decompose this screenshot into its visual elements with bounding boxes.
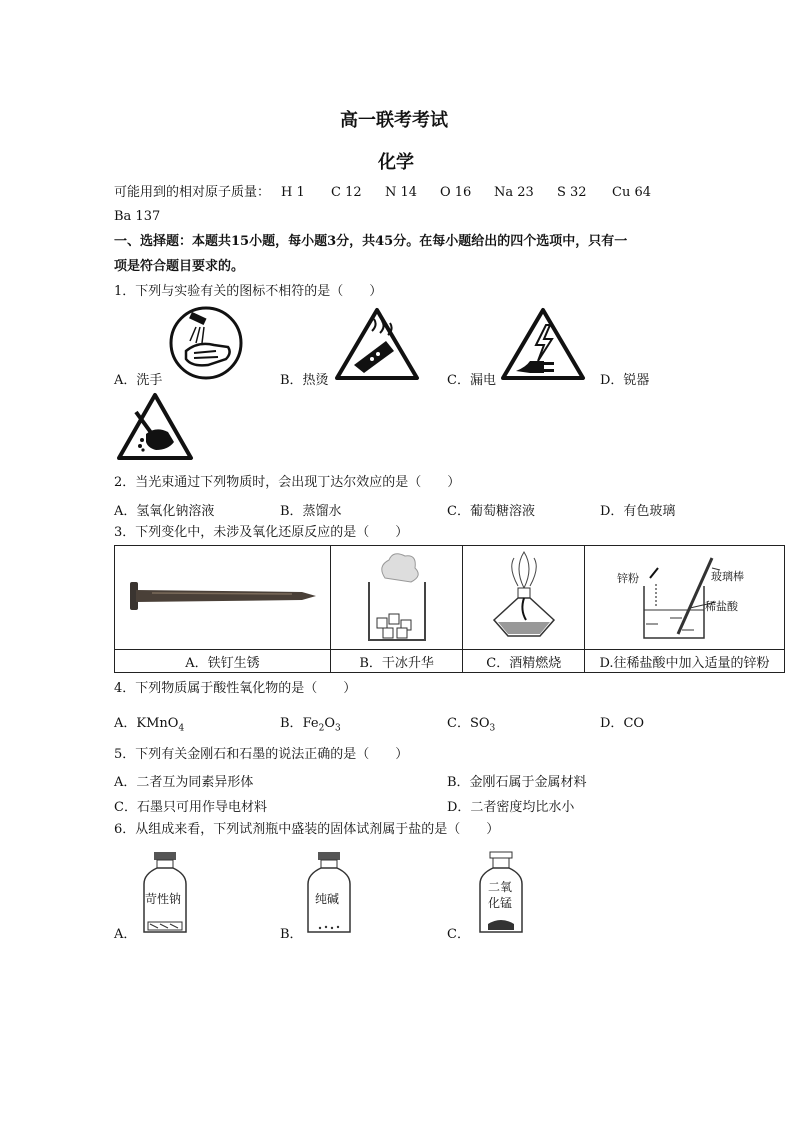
q3-caption-c[interactable]: C．酒精燃烧	[463, 650, 585, 673]
subscript: 3	[489, 723, 496, 734]
option-prefix: D．	[600, 716, 624, 731]
formula: SO	[469, 716, 490, 731]
atomic-mass-item: H 1	[281, 185, 305, 200]
q5-option-d[interactable]: D．二者密度均比水小	[447, 800, 575, 815]
q6-option-b[interactable]: B．	[280, 927, 303, 942]
q2-option-b[interactable]: B．蒸馏水	[280, 504, 342, 519]
q3-image-c-cell	[463, 546, 585, 650]
q6-option-c[interactable]: C．	[447, 927, 470, 942]
option-prefix: A．	[114, 716, 137, 731]
q5-option-b[interactable]: B．金刚石属于金属材料	[447, 775, 587, 790]
subscript: 2	[318, 723, 325, 734]
glass-rod-label: 玻璃棒	[711, 570, 745, 583]
bottle-b-label: 纯碱	[315, 892, 340, 906]
q3-table	[114, 545, 785, 673]
atomic-mass-item: Na 23	[494, 185, 534, 200]
zinc-label: 锌粉	[617, 572, 640, 585]
dilute-hcl-label: 稀盐酸	[705, 600, 739, 613]
q1-option-b[interactable]: B．热烫	[280, 373, 329, 388]
atomic-mass-item: Cu 64	[612, 185, 651, 200]
q1-option-c[interactable]: C．漏电	[447, 373, 496, 388]
question-4-stem: 4．下列物质属于酸性氧化物的是（ ）	[114, 681, 357, 696]
atomic-mass-item: N 14	[385, 185, 418, 200]
formula: Fe	[302, 716, 319, 731]
question-2-stem: 2．当光束通过下列物质时，会出现丁达尔效应的是（ ）	[114, 475, 461, 490]
question-3-stem: 3．下列变化中，未涉及氧化还原反应的是（ ）	[114, 525, 409, 540]
atomic-mass-label: 可能用到的相对原子质量：	[114, 185, 271, 200]
q4-option-a[interactable]	[114, 712, 184, 734]
atomic-mass-item: Ba 137	[114, 209, 161, 224]
q1-option-a[interactable]: A．洗手	[114, 373, 163, 388]
hand-wash-icon	[168, 305, 244, 381]
question-6-stem: 6．从组成来看，下列试剂瓶中盛装的固体试剂属于盐的是（ ）	[114, 822, 500, 837]
q2-option-c[interactable]: C．葡萄糖溶液	[447, 504, 535, 519]
page-title: 高一联考考试	[340, 110, 448, 131]
question-5-stem: 5．下列有关金刚石和石墨的说法正确的是（ ）	[114, 747, 409, 762]
q4-option-d[interactable]	[600, 712, 644, 731]
section-heading: 一、选择题：本题共15小题，每小题3分，共45分。在每小题给出的四个选项中，只有一	[114, 234, 628, 249]
q2-option-a[interactable]: A．氢氧化钠溶液	[114, 504, 215, 519]
q3-image-d-cell	[585, 546, 785, 650]
option-prefix: C．	[447, 716, 470, 731]
alcohol-lamp-image	[484, 548, 564, 644]
zinc-acid-beaker-image	[590, 548, 780, 644]
section-heading-cont: 项是符合题目要求的。	[114, 259, 245, 274]
q4-option-b[interactable]	[280, 712, 341, 734]
q4-option-c[interactable]	[447, 712, 495, 734]
q1-option-d[interactable]: D．锐器	[600, 373, 650, 388]
sharp-object-icon	[116, 392, 194, 462]
dry-ice-beaker-image	[357, 548, 437, 644]
subscript: 4	[178, 723, 185, 734]
atomic-mass-item: O 16	[440, 185, 472, 200]
rusty-nail-image	[122, 576, 322, 616]
formula: KMnO	[136, 716, 179, 731]
subject-title: 化学	[378, 152, 414, 173]
q3-caption-a[interactable]: A．铁钉生锈	[115, 650, 331, 673]
subscript: 3	[334, 723, 341, 734]
option-prefix: B．	[280, 716, 303, 731]
q5-option-c[interactable]: C．石墨只可用作导电材料	[114, 800, 267, 815]
hot-surface-icon	[334, 307, 420, 381]
formula: O	[324, 716, 335, 731]
atomic-mass-item: C 12	[331, 185, 362, 200]
q6-option-a[interactable]: A．	[114, 927, 137, 942]
q2-option-d[interactable]: D．有色玻璃	[600, 504, 676, 519]
q3-image-b-cell	[330, 546, 463, 650]
atomic-mass-item: S 32	[557, 185, 587, 200]
formula: CO	[623, 716, 645, 731]
q3-caption-b[interactable]: B．干冰升华	[330, 650, 463, 673]
q3-caption-d[interactable]: D.往稀盐酸中加入适量的锌粉	[585, 650, 785, 673]
bottle-a-label: 苛性钠	[145, 892, 182, 906]
electric-shock-icon	[500, 307, 586, 381]
q5-option-a[interactable]: A．二者互为同素异形体	[114, 775, 254, 790]
q3-image-a-cell	[115, 546, 331, 650]
bottle-c-label-line1: 二氧	[488, 880, 513, 894]
question-1-stem: 1．下列与实验有关的图标不相符的是（ ）	[114, 284, 383, 299]
bottle-c-label-line2: 化锰	[488, 896, 513, 910]
